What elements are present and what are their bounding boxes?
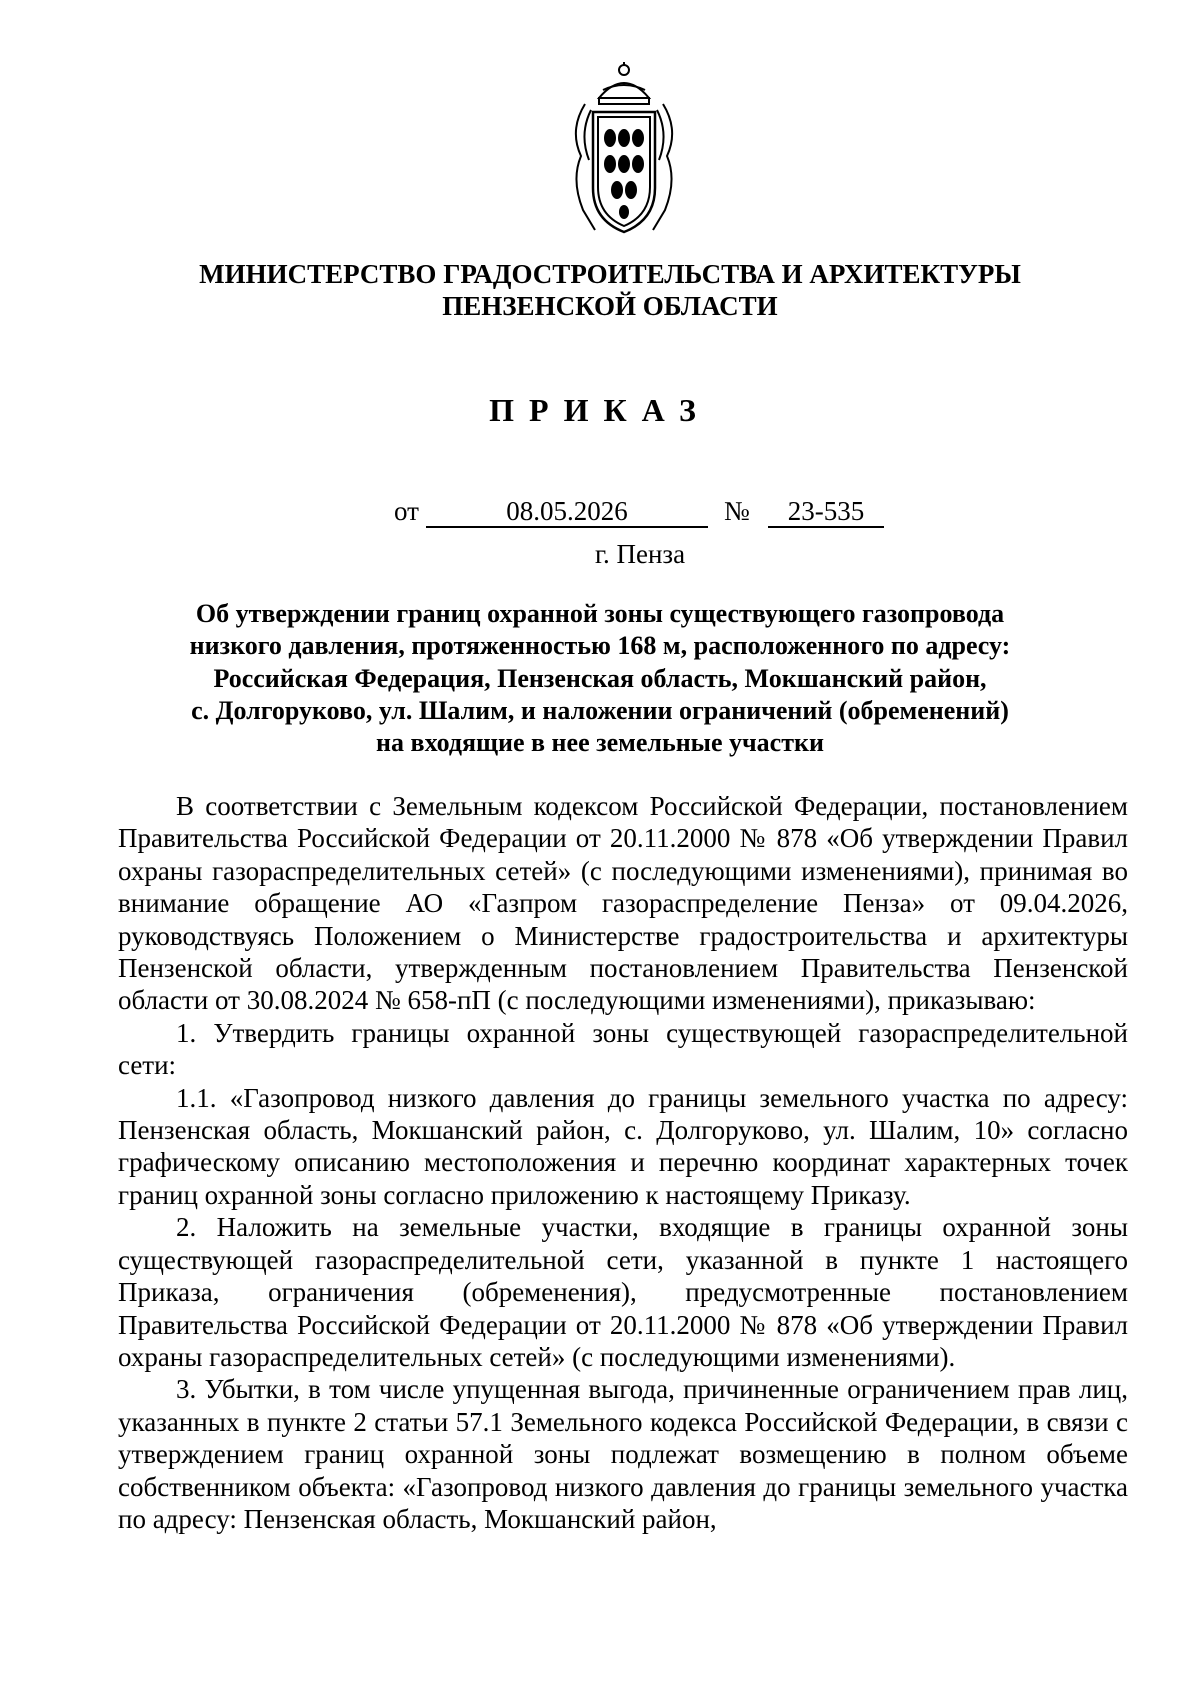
subject-line-2: низкого давления, протяженностью 168 м, расположенного по адресу: <box>189 631 1011 661</box>
date-field: 08.05.2026 <box>426 493 708 528</box>
ministry-line-2: ПЕНЗЕНСКОЙ ОБЛАСТИ <box>442 291 778 321</box>
document-type: ПРИКАЗ <box>489 392 711 428</box>
item-2-paragraph: 2. Наложить на земельные участки, входящие в границы охранной зоны существующей газораспределительной сети, указанной в пункте 1 настоящего Приказа, ограничения (обременения), предусмотренные постановлением Правительства Российской Федерации от 20.11.2000 № 878 «Об утверждении Правил охраны газораспределительных сетей» (с последующими изменениями). <box>118 1212 1128 1372</box>
city: г. Пенза <box>594 539 686 569</box>
item-1-paragraph: 1. Утвердить границы охранной зоны существующей газораспределительной сети: <box>118 1017 1128 1081</box>
number-field: 23-535 <box>768 493 884 528</box>
preamble-paragraph: В соответствии с Земельным кодексом Российской Федерации, постановлением Правительства Российской Федерации от 20.11.2000 № 878 «Об утверждении Правил охраны газораспределительных сетей» (с последующими изменениями), принимая во внимание обращение АО «Газпром газораспределение Пенза» от 09.04.2026, руководствуясь Положением о Министерстве градостроительства и архитектуры Пензенской области, утвержденным постановлением Правительства Пензенской области от 30.08.2024 № 658-пП (с последующими изменениями), приказываю: <box>118 791 1128 1016</box>
document-subject <box>130 598 1070 759</box>
ministry-name <box>110 258 1110 322</box>
document-body <box>118 790 1128 1535</box>
ministry-line-1: МИНИСТЕРСТВО ГРАДОСТРОИТЕЛЬСТВА И АРХИТЕКТУРЫ <box>199 259 1021 289</box>
item-3-paragraph: 3. Убытки, в том числе упущенная выгода, причиненные ограничением прав лиц, указанных в пункте 2 статьи 57.1 Земельного кодекса Российской Федерации, в связи с утверждением границ охранной зоны подлежат возмещению в полном объеме собственником объекта: «Газопровод низкого давления до границы земельного участка по адресу: Пензенская область, Мокшанский район, <box>118 1374 1128 1534</box>
subject-line-3: Российская Федерация, Пензенская область, Мокшанский район, <box>213 663 987 693</box>
subject-line-5: на входящие в нее земельные участки <box>376 728 824 758</box>
number-label: № <box>724 496 750 526</box>
subject-line-4: с. Долгоруково, ул. Шалим, и наложении ограничений (обременений) <box>191 695 1009 725</box>
coat-of-arms-icon <box>565 60 683 240</box>
item-1-1-paragraph: 1.1. «Газопровод низкого давления до границы земельного участка по адресу: Пензенская область, Мокшанский район, с. Долгоруково, ул. Шалим, 10» согласно графическому описанию местоположения и перечню координат характерных точек границ охранной зоны согласно приложению к настоящему Приказу. <box>118 1082 1128 1210</box>
from-label: от <box>394 496 419 526</box>
subject-line-1: Об утверждении границ охранной зоны существующего газопровода <box>195 599 1005 628</box>
